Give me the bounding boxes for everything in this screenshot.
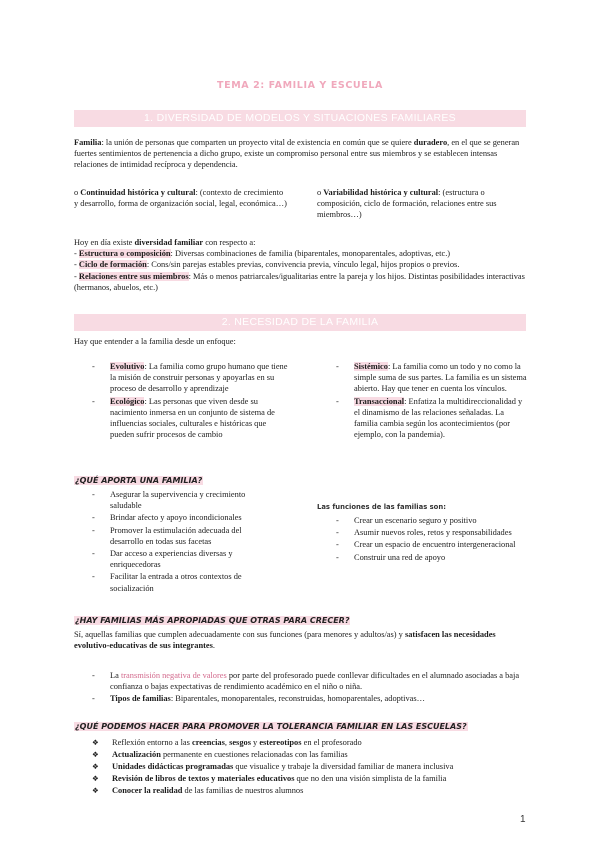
funciones-list [336,515,528,564]
apropiadas-text: Sí, aquellas familias que cumplen adecuadamente con sus funciones (para menores y adultos/as) y satisfacen las necesidades evolutivo-educativas de sus integrantes. [74,630,496,651]
list-item: - Crear un escenario seguro y positivo [336,515,528,526]
page-number: 1 [520,814,526,825]
apropiadas-list [92,670,526,706]
list-item: - Dar acceso a experiencias diversas y enriquecedoras [92,548,272,570]
list-item: ❖ Actualización permanente en cuestiones relacionadas con las familias [92,749,526,761]
list-item: ❖ Revisión de libros de textos y materiales educativos que no den una visión simplista de la familia [92,773,526,785]
list-item: - Tipos de familias: Biparentales, monoparentales, reconstruidas, homoparentales, adoptivas… [92,693,526,704]
continuidad-item: o Continuidad histórica y cultural: (contexto de crecimiento y desarrollo, forma de organización social, legal, económica…) [74,188,287,209]
list-item: - Crear un espacio de encuentro intergeneracional [336,539,528,550]
enfoque-intro: Hay que entender a la familia desde un enfoque: [74,337,236,346]
list-item: - Facilitar la entrada a otros contextos de socialización [92,571,272,593]
familia-definition: Familia: la unión de personas que comparten un proyecto vital de existencia en común que se quiere duradero, en el que se generan fuertes sentimientos de pertenencia a dicho grupo, existe un compromiso personal entre sus miembros y se establecen intensas relaciones de intimidad recíproca y dependencia. [74,138,520,170]
list-item: - Evolutivo: La familia como grupo humano que tiene la misión de construir personas y apoyarlas en su proceso de desarrollo y aprendizaje [92,361,288,395]
enfoques-left-list [92,361,288,441]
list-item: - Brindar afecto y apoyo incondicionales [92,512,272,523]
diversidad-item: - Relaciones entre sus miembros: Más o menos patriarcales/igualitarias entre la pareja y los hijos. Distintas posibilidades interactivas (hermanos, abuelos, etc.) [74,271,525,292]
enfoques-right-list [336,361,528,441]
list-item: ❖ Conocer la realidad de las familias de nuestros alumnos [92,785,526,797]
aporta-list [92,489,272,595]
list-item: ❖ Unidades didácticas programadas que visualice y trabaje la diversidad familiar de manera inclusiva [92,761,526,773]
diversidad-intro: Hoy en día existe diversidad familiar con respecto a: [74,238,256,247]
list-item: ❖ Reflexión entorno a las creencias, sesgos y estereotipos en el profesorado [92,737,526,749]
diversidad-item: - Ciclo de formación: Cons/sin parejas estables previas, convivencia previa, vínculo legal, hijos propios o previos. [74,260,460,270]
section-2-header [74,314,526,331]
list-item: - Ecológico: Las personas que viven desde su nacimiento inmersa en un conjunto de sistema de influencias sociales, culturales e históricas que pueden sufrir procesos de cambio [92,396,288,441]
list-item: - Construir una red de apoyo [336,552,528,563]
list-item: - Promover la estimulación adecuada del desarrollo en todas sus facetas [92,525,272,547]
tolerancia-list [92,737,526,797]
list-item: - Asumir nuevos roles, retos y responsabilidades [336,527,528,538]
list-item: - Transaccional: Enfatiza la multidireccionalidad y el dinamismo de las relaciones señaladas. La familia cambia según los acontecimientos (por ejemplo, con la pandemia). [336,396,528,441]
tolerancia-heading: ¿QUÉ PODEMOS HACER PARA PROMOVER LA TOLERANCIA FAMILIAR EN LAS ESCUELAS? [75,722,467,731]
section-1-header [74,110,526,127]
apropiadas-heading: ¿HAY FAMILIAS MÁS APROPIADAS QUE OTRAS PARA CRECER? [75,616,350,625]
list-item: - Asegurar la supervivencia y crecimiento saludable [92,489,272,511]
document-title: TEMA 2: FAMILIA Y ESCUELA [217,80,383,91]
variabilidad-item: o Variabilidad histórica y cultural: (estructura o composición, ciclo de formación, relaciones entre sus miembros…) [317,188,497,220]
list-item: - Sistémico: La familia como un todo y no como la simple suma de sus partes. La familia es un sistema abierto. Hay que tener en cuenta los vínculos. [336,361,528,395]
aporta-heading: ¿QUÉ APORTA UNA FAMILIA? [75,476,203,485]
diversidad-item: - Estructura o composición: Diversas combinaciones de familia (biparentales, monoparentales, adoptivas, etc.) [74,249,451,259]
section-2-title: 2. NECESIDAD DE LA FAMILIA [221,316,379,328]
funciones-heading: Las funciones de las familias son: [317,503,446,511]
section-1-title: 1. DIVERSIDAD DE MODELOS Y SITUACIONES FAMILIARES [144,112,456,124]
diversidad-block [74,237,526,293]
list-item: - La transmisión negativa de valores por parte del profesorado puede conllevar dificultades en el alumnado asociadas a baja confianza o bajas expectativas de rendimiento académico en el niño o niña. [92,670,526,692]
familia-term: Familia [74,138,102,147]
